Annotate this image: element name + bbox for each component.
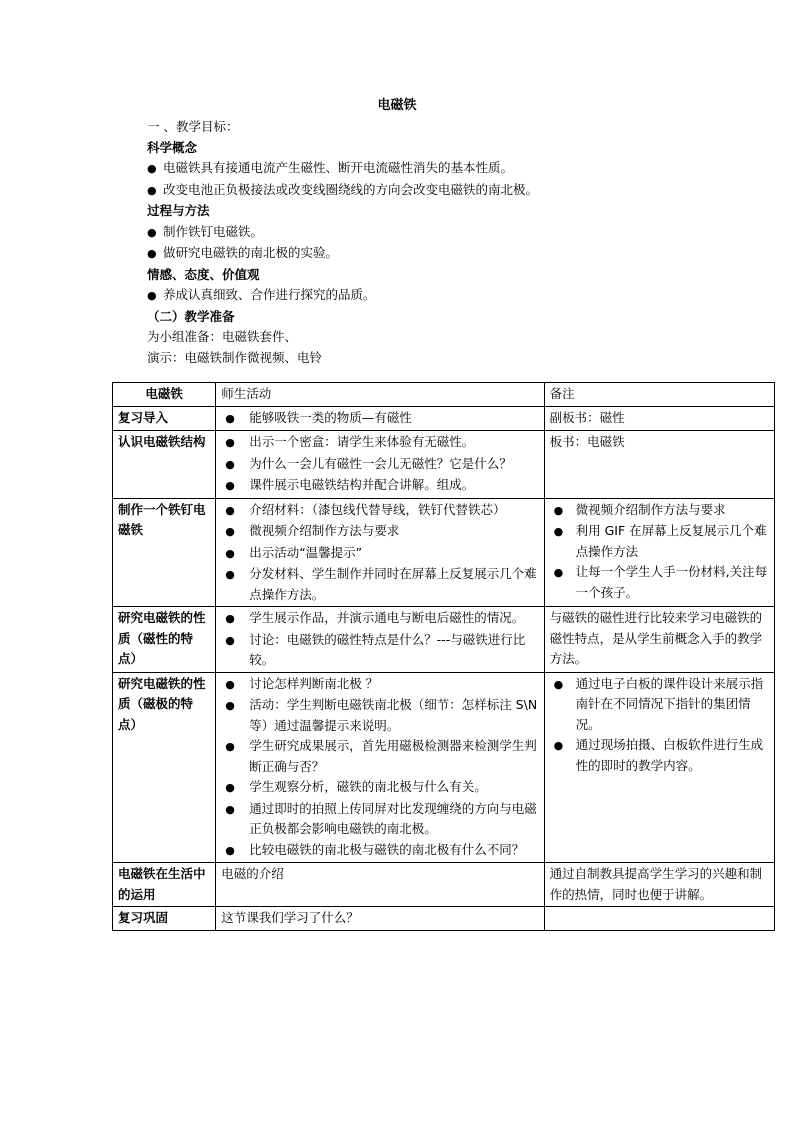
intro-section bbox=[147, 117, 707, 368]
objective-bullet bbox=[147, 243, 707, 265]
document-title: 电磁铁 bbox=[377, 98, 417, 113]
objective-text: 制作铁钉电磁铁。 bbox=[163, 223, 264, 239]
list-item bbox=[221, 408, 538, 430]
table-row bbox=[113, 431, 775, 499]
stage-cell: 制作一个铁钉电磁铁 bbox=[113, 498, 216, 607]
note-text: 副板书：磁性 bbox=[549, 409, 625, 425]
list-item bbox=[221, 432, 538, 454]
activity-cell bbox=[216, 406, 544, 431]
activity-text: 电磁的介绍 bbox=[221, 866, 284, 881]
table-row bbox=[113, 907, 775, 931]
section-heading: 过程与方法 bbox=[147, 203, 210, 218]
lesson-table bbox=[112, 382, 775, 931]
section-heading: 情感、态度、价值观 bbox=[147, 266, 260, 282]
section-heading: 科学概念 bbox=[147, 139, 198, 155]
bullet-icon: ● bbox=[225, 612, 235, 625]
table-row bbox=[113, 607, 775, 673]
list-item-text: 介绍材料：（漆包线代替导线，铁钉代替铁芯） bbox=[249, 501, 506, 517]
stage-cell: 复习导入 bbox=[113, 406, 216, 431]
list-item bbox=[221, 736, 538, 777]
list-item-text: 通过电子白板的课件设计来展示指南针在不同情况下指针的集团情况。 bbox=[575, 675, 764, 732]
table-header-cell: 电磁铁 bbox=[113, 383, 216, 407]
stage-cell: 认识电磁铁结构 bbox=[113, 431, 216, 499]
bullet-icon: ● bbox=[225, 457, 235, 471]
table-header-cell: 备注 bbox=[544, 383, 774, 407]
bullet-icon: ● bbox=[225, 781, 235, 794]
objective-text: 养成认真细致、合作进行探究的品质。 bbox=[163, 287, 376, 302]
bullet-icon: ● bbox=[225, 525, 235, 538]
list-item bbox=[550, 500, 769, 522]
note-cell bbox=[544, 406, 774, 431]
bullet-icon: ● bbox=[147, 289, 157, 302]
note-text: 通过自制教具提高学生学习的兴趣和制作的热情，同时也便于讲解。 bbox=[549, 866, 763, 902]
bullet-icon: ● bbox=[147, 225, 157, 239]
note-cell bbox=[544, 863, 774, 907]
list-item-text: 课件展示电磁铁结构并配合讲解。组成。 bbox=[249, 477, 475, 492]
table-row bbox=[113, 863, 775, 907]
bullet-icon: ● bbox=[225, 479, 235, 492]
activity-cell bbox=[216, 607, 544, 673]
bullet-list bbox=[221, 500, 538, 606]
bullet-list bbox=[221, 608, 538, 671]
list-item-text: 学生展示作品，并演示通电与断电后磁性的情况。 bbox=[249, 610, 525, 625]
list-item bbox=[221, 454, 538, 476]
bullet-icon: ● bbox=[225, 503, 235, 517]
bullet-icon: ● bbox=[225, 802, 235, 816]
list-item-text: 为什么一会儿有磁性一会儿无磁性？它是什么？ bbox=[249, 455, 512, 471]
list-item-text: 微视频介绍制作方法与要求 bbox=[249, 523, 400, 538]
list-item bbox=[221, 840, 538, 862]
bullet-icon: ● bbox=[553, 503, 564, 517]
list-item-text: 讨论：电磁铁的磁性特点是什么？---与磁铁进行比较。 bbox=[249, 631, 526, 667]
objective-bullet bbox=[147, 285, 707, 307]
bullet-icon: ● bbox=[147, 162, 157, 175]
table-row bbox=[113, 672, 775, 863]
prep-line: 演示：电磁铁制作微视频、电铃 bbox=[147, 349, 323, 365]
bullet-icon: ● bbox=[225, 436, 235, 449]
table-body bbox=[113, 406, 775, 930]
list-item-text: 学生观察分析，磁铁的南北极与什么有关。 bbox=[249, 779, 487, 794]
bullet-icon: ● bbox=[553, 525, 564, 538]
activity-cell bbox=[216, 863, 544, 907]
note-cell bbox=[544, 498, 774, 607]
activity-cell bbox=[216, 498, 544, 607]
bullet-icon: ● bbox=[225, 740, 235, 753]
note-cell bbox=[544, 607, 774, 673]
objective-bullet bbox=[147, 158, 707, 180]
bullet-icon: ● bbox=[225, 843, 235, 857]
bullet-icon: ● bbox=[147, 183, 157, 197]
bullet-icon: ● bbox=[225, 546, 235, 560]
table-header-row bbox=[113, 383, 775, 407]
note-cell bbox=[544, 431, 774, 499]
objective-text: 改变电池正负极接法或改变线圈绕线的方向会改变电磁铁的南北极。 bbox=[163, 181, 539, 197]
note-cell bbox=[544, 907, 774, 931]
prep-line: 为小组准备：电磁铁套件、 bbox=[147, 329, 298, 344]
list-item bbox=[221, 777, 538, 799]
list-item-text: 分发材料、学生制作并同时在屏幕上反复展示几个难点操作方法。 bbox=[249, 566, 537, 602]
bullet-list bbox=[550, 500, 769, 604]
list-item bbox=[221, 608, 538, 630]
objectives-heading: 一 、教学目标： bbox=[147, 119, 239, 134]
note-text: 与磁铁的磁性进行比较来学习电磁铁的磁性特点，是从学生前概念入手的教学方法。 bbox=[549, 610, 763, 666]
note-cell bbox=[544, 672, 774, 863]
bullet-icon: ● bbox=[225, 677, 235, 691]
list-item bbox=[550, 521, 769, 562]
table-row bbox=[113, 498, 775, 607]
objective-text: 电磁铁具有接通电流产生磁性、断开电流磁性消失的基本性质。 bbox=[163, 160, 514, 175]
list-item bbox=[550, 562, 769, 603]
list-item-text: 活动：学生判断电磁铁南北极（细节：怎样标注 S\N 等）通过温馨提示来说明。 bbox=[249, 697, 538, 733]
list-item bbox=[550, 674, 769, 736]
list-item-text: 能够吸铁一类的物质—有磁性 bbox=[249, 409, 412, 425]
bullet-list bbox=[221, 408, 538, 430]
bullet-icon: ● bbox=[225, 411, 235, 425]
list-item bbox=[221, 695, 538, 736]
bullet-icon: ● bbox=[225, 568, 235, 581]
prep-heading: （二）教学准备 bbox=[147, 308, 235, 324]
table-row bbox=[113, 406, 775, 431]
list-item bbox=[221, 543, 538, 565]
note-text: 板书：电磁铁 bbox=[549, 434, 625, 449]
stage-cell: 电磁铁在生活中的运用 bbox=[113, 863, 216, 907]
list-item-text: 出示活动“温馨提示” bbox=[249, 544, 363, 560]
bullet-icon: ● bbox=[225, 633, 235, 647]
bullet-list bbox=[221, 432, 538, 497]
bullet-list bbox=[221, 674, 538, 862]
list-item-text: 利用 GIF 在屏幕上反复展示几个难点操作方法 bbox=[575, 523, 767, 559]
list-item bbox=[221, 521, 538, 543]
bullet-icon: ● bbox=[147, 247, 157, 260]
bullet-icon: ● bbox=[553, 677, 564, 691]
bullet-icon: ● bbox=[225, 699, 235, 712]
list-item-text: 通过现场拍摄、白板软件进行生成性的即时的教学内容。 bbox=[575, 737, 764, 773]
list-item bbox=[221, 799, 538, 840]
list-item-text: 让每一个学生人手一份材料,关注每一个孩子。 bbox=[575, 564, 768, 600]
bullet-icon: ● bbox=[553, 739, 564, 752]
table-header-cell: 师生活动 bbox=[216, 383, 544, 407]
stage-cell: 复习巩固 bbox=[113, 907, 216, 931]
activity-text: 这节课我们学习了什么？ bbox=[221, 910, 359, 925]
objective-bullet bbox=[147, 180, 707, 202]
objective-text: 做研究电磁铁的南北极的实验。 bbox=[163, 245, 339, 260]
list-item bbox=[550, 735, 769, 776]
list-item bbox=[221, 630, 538, 671]
activity-cell bbox=[216, 672, 544, 863]
list-item bbox=[221, 564, 538, 605]
list-item bbox=[221, 475, 538, 497]
bullet-list bbox=[550, 674, 769, 777]
list-item bbox=[221, 674, 538, 696]
objective-bullet bbox=[147, 222, 707, 244]
list-item-text: 微视频介绍制作方法与要求 bbox=[575, 501, 726, 517]
activity-cell bbox=[216, 431, 544, 499]
stage-cell: 研究电磁铁的性质（磁极的特点） bbox=[113, 672, 216, 863]
stage-cell: 研究电磁铁的性质（磁性的特点） bbox=[113, 607, 216, 673]
list-item-text: 讨论怎样判断南北极 ？ bbox=[249, 675, 379, 691]
list-item-text: 学生研究成果展示，首先用磁极检测器来检测学生判断正确与否？ bbox=[249, 738, 537, 774]
bullet-icon: ● bbox=[553, 566, 564, 579]
list-item-text: 出示一个密盒：请学生来体验有无磁性。 bbox=[249, 434, 475, 449]
activity-cell bbox=[216, 907, 544, 931]
list-item-text: 通过即时的拍照上传同屏对比发现缠绕的方向与电磁正负极都会影响电磁铁的南北极。 bbox=[249, 800, 537, 836]
list-item bbox=[221, 500, 538, 522]
list-item-text: 比较电磁铁的南北极与磁铁的南北极有什么不同？ bbox=[249, 841, 525, 857]
objective-sections bbox=[147, 138, 707, 307]
